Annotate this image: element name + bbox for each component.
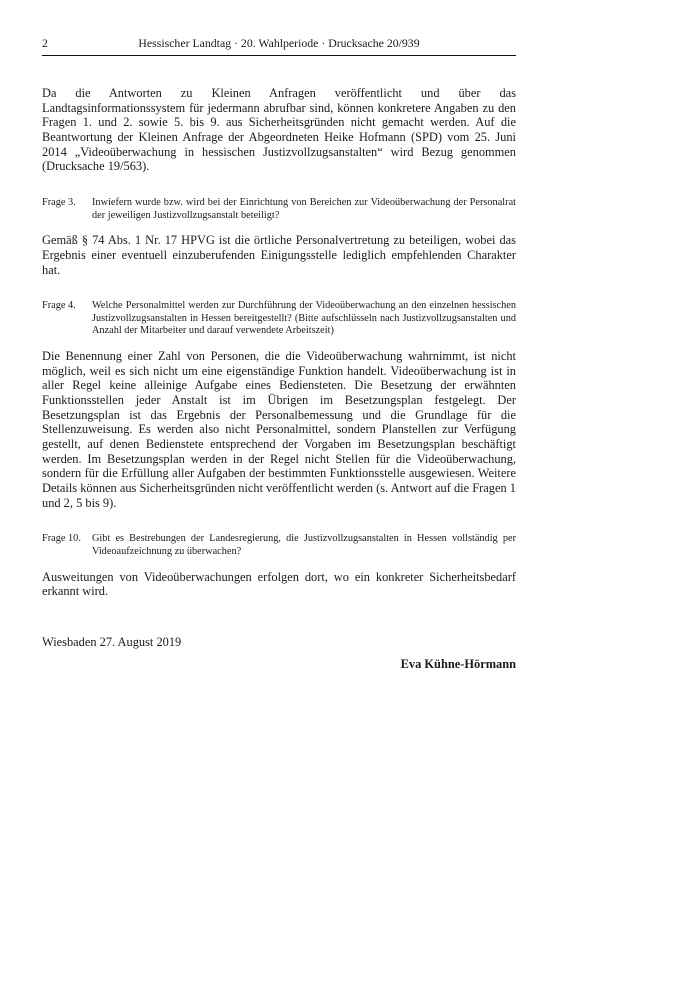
answer-paragraph-4: Die Benennung einer Zahl von Personen, die die Videoüberwachung wahrnimmt, ist nicht möglich, weil es sich nicht um eine eigenständige Funktion handelt. Videoüberwachung ist in aller Regel keine alleinige Aufgabe eines Bediensteten. Die Besetzung der erwähnten Funktionsstellen jeder Anstalt ist im Übrigen im Besetzungsplan festgelegt. Der Besetzungsplan ist das Ergebnis der Personalbemessung und die Grundlage für die Stellenzuweisung. Es werden also nicht Personalmittel, sondern Planstellen zur Verfügung gestellt, auf denen Bedienstete entsprechend der Vorgaben im Besetzungsplan beschäftigt werden. Im Besetzungsplan werden in der Regel nicht Stellen für die Videoüberwachung, sondern für die Erfüllung aller Aufgaben der bestimmten Funktionsstelle ausgewiesen. Weitere Details können aus Sicherheitsgründen nicht veröffentlicht werden (s. Antwort auf die Fragen 1 und 2, 5 bis 9). — [42, 348, 516, 510]
intro-paragraph: Da die Antworten zu Kleinen Anfragen veröffentlicht und über das Landtagsinformationssystem für jedermann abrufbar sind, können konkretere Angaben zu den Fragen 1. und 2. sowie 5. bis 9. aus Sicherheitsgründen nicht gemacht werden. Auf die Beantwortung der Kleinen Anfrage der Abgeordneten Heike Hofmann (SPD) vom 25. Juni 2014 „Videoüberwachung in hessischen Justizvollzugsanstalten“ wird Bezug genommen (Drucksache 19/563). — [42, 86, 516, 174]
question-block-3 — [42, 197, 516, 222]
question-label: Frage 3. — [42, 197, 76, 209]
question-label: Frage 10. — [42, 533, 81, 545]
header-rule — [42, 55, 516, 56]
answer-paragraph-3: Gemäß § 74 Abs. 1 Nr. 17 HPVG ist die örtliche Personalvertretung zu beteiligen, wobei das Ergebnis einer eventuell einzuberufenden Einigungsstelle lediglich empfehlenden Charakter hat. — [42, 233, 516, 277]
running-header-text: Hessischer Landtag · 20. Wahlperiode · Drucksache 20/939 — [138, 36, 420, 50]
question-block-10 — [42, 533, 516, 558]
question-text: Inwiefern wurde bzw. wird bei der Einrichtung von Bereichen zur Videoüberwachung der Personalrat der jeweiligen Justizvollzugsanstalt beteiligt? — [92, 197, 516, 221]
running-header — [42, 36, 516, 52]
question-text: Welche Personalmittel werden zur Durchführung der Videoüberwachung an den einzelnen hessischen Justizvollzugsanstalten in Hessen bereitgestellt? (Bitte aufschlüsseln nach Justizvollzugsanstalten und Anzahl der Mitarbeiter und darauf verwendete Arbeitszeit) — [92, 300, 516, 337]
place-date: Wiesbaden 27. August 2019 — [42, 634, 182, 649]
answer-paragraph-10: Ausweitungen von Videoüberwachungen erfolgen dort, wo ein konkreter Sicherheitsbedarf erkannt wird. — [42, 569, 516, 599]
page-number: 2 — [42, 36, 48, 50]
question-label: Frage 4. — [42, 300, 76, 312]
question-block-4 — [42, 300, 516, 338]
signature: Eva Kühne-Hörmann — [400, 656, 516, 671]
page-content — [42, 36, 516, 672]
question-text: Gibt es Bestrebungen der Landesregierung, die Justizvollzugsanstalten in Hessen vollständig per Videoaufzeichnung zu überwachen? — [92, 533, 516, 558]
